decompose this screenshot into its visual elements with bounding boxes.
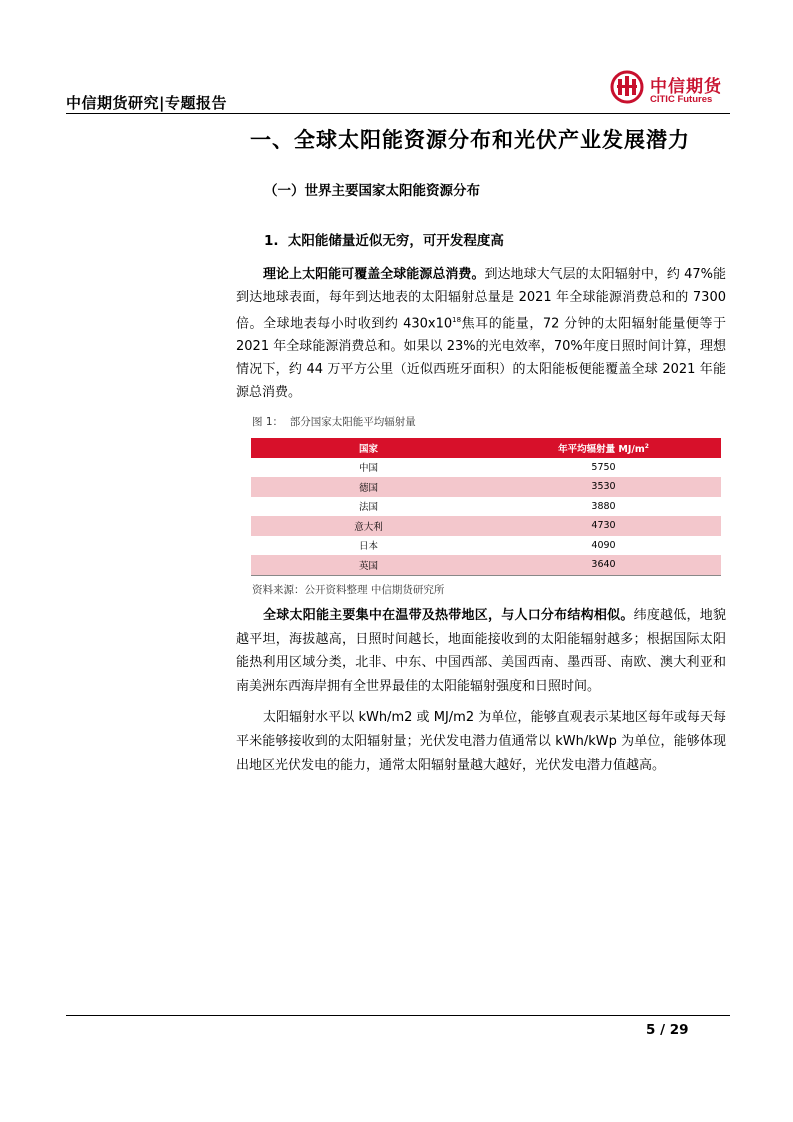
section-heading: 一、全球太阳能资源分布和光伏产业发展潜力 <box>250 128 690 152</box>
table-cell-country: 德国 <box>251 477 486 497</box>
page-number: 5 / 29 <box>646 1022 689 1038</box>
paragraph-units: 太阳辐射水平以 kWh/m2 或 MJ/m2 为单位，能够直观表示某地区每年或每天每平米能够接收到的太阳辐射量；光伏发电潜力值通常以 kWh/kWp 为单位，能够体现出地区光伏发电的能力，通常太阳辐射量越大越好，光伏发电潜力值越高。 <box>236 710 726 773</box>
column-header-country: 国家 <box>251 438 486 458</box>
paragraph-solar-distribution <box>236 604 726 698</box>
table-cell-value: 3880 <box>591 500 616 512</box>
paragraph-text: 焦耳的能量，72 分钟的太阳辐射能量便等于 2021 年全球能源消费总和。如果以 23%的光电效率，70%年度日照时间计算，理想情况下，约 44 万平方公里（近似西班牙面积）的太阳能板便能覆盖全球 2021 年能源总消费。 <box>236 316 726 401</box>
table-header-row <box>251 438 721 458</box>
table-cell-value: 4730 <box>486 516 721 536</box>
report-header-title: 中信期货研究|专题报告 <box>66 94 227 112</box>
table-row <box>251 536 721 556</box>
table-row <box>251 458 721 478</box>
citic-logo-icon <box>610 70 644 104</box>
radiation-table <box>251 438 721 576</box>
table-cell-value: 3530 <box>486 477 721 497</box>
logo-text-cn: 中信期货 <box>650 77 722 97</box>
table-row <box>251 477 721 497</box>
paragraph-text: 到达地球大气层的太阳辐射中，约 47%能到达地球表面，每年到达地表的太阳辐射总量是 2021 年全球能源消费总和的 7300 倍。全球地表每小时收到约 430x10 <box>236 267 726 332</box>
table-row <box>251 555 721 575</box>
table-cell-country: 意大利 <box>251 516 486 536</box>
figure-caption: 图 1： 部分国家太阳能平均辐射量 <box>252 416 416 428</box>
paragraph-lead: 理论上太阳能可覆盖全球能源总消费。 <box>263 267 485 282</box>
column-header-superscript: 2 <box>644 442 649 450</box>
citic-futures-logo <box>610 70 730 110</box>
footer-divider <box>66 1015 730 1016</box>
column-header-radiation <box>486 438 721 458</box>
table-cell-country: 英国 <box>251 555 486 575</box>
table-cell-country: 中国 <box>358 463 378 475</box>
logo-text-en: CITIC Futures <box>650 94 713 105</box>
paragraph-lead: 全球太阳能主要集中在温带及热带地区，与人口分布结构相似。 <box>263 608 634 623</box>
table-cell-country: 法国 <box>358 502 378 514</box>
table-cell-value: 4090 <box>591 539 616 551</box>
subsection-heading: （一）世界主要国家太阳能资源分布 <box>264 183 480 199</box>
paragraph-text: 纬度越低，地貌越平坦，海拔越高，日照时间越长，地面能接收到的太阳能辐射越多；根据国际太阳能热利用区域分类，北非、中东、中国西部、美国西南、墨西哥、南欧、澳大利亚和南美洲东西海岸拥有全世界最佳的太阳能辐射强度和日照时间。 <box>236 608 726 694</box>
table-cell-country: 日本 <box>358 541 378 553</box>
header-divider <box>66 113 730 114</box>
paragraph-solar-reserves <box>236 263 726 404</box>
sub-subsection-heading: 1. 太阳能储量近似无穷，可开发程度高 <box>264 233 504 249</box>
column-header-radiation-label: 年平均辐射量 MJ/m <box>558 443 645 455</box>
table-cell-value: 3640 <box>486 555 721 575</box>
figure-source: 资料来源：公开资料整理 中信期货研究所 <box>252 584 445 596</box>
table-row <box>251 497 721 517</box>
table-cell-value: 5750 <box>591 461 616 473</box>
superscript: 18 <box>452 316 462 324</box>
table-row <box>251 516 721 536</box>
